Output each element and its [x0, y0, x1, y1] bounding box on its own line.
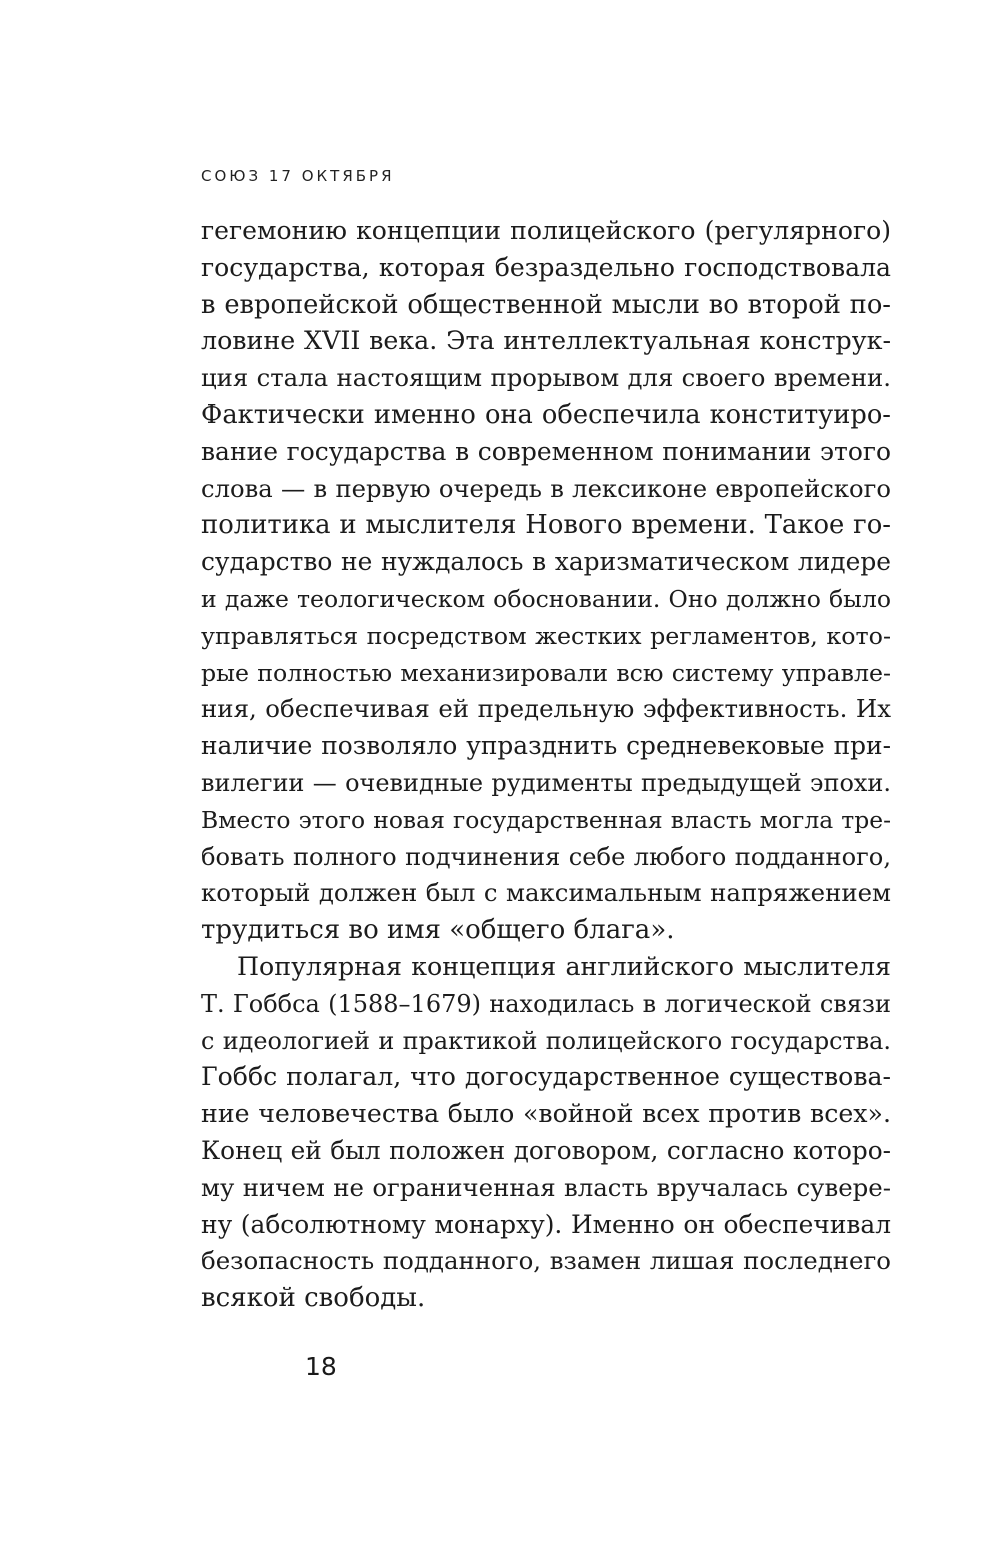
text-line: трудиться во имя «общего блага». [201, 915, 675, 946]
text-line: ция стала настоящим прорывом для своего времени. [201, 363, 891, 393]
text-line: Конец ей был положен договором, согласно которо- [201, 1135, 891, 1165]
text-line: Т. Гоббса (1588–1679) находилась в логической связи [201, 989, 891, 1018]
text-line: с идеологией и практикой полицейского государства. [201, 1026, 891, 1055]
text-line: сударство не нуждалось в харизматическом лидере [201, 547, 891, 577]
text-line: и даже теологическом обосновании. Оно должно было [201, 584, 891, 613]
text-line: слова — в первую очередь в лексиконе европейского [201, 473, 891, 503]
text-line: рые полностью механизировали всю систему управле- [201, 658, 891, 687]
text-line: наличие позволяло упразднить средневековые при- [201, 731, 891, 761]
text-line: вание государства в современном понимании этого [201, 436, 891, 466]
text-line: всякой свободы. [201, 1283, 426, 1314]
text-line: который должен был с максимальным напряжением [201, 878, 891, 908]
text-line: ния, обеспечивая ей предельную эффективность. Их [201, 694, 891, 724]
running-head: СОЮЗ 17 ОКТЯБРЯ [201, 167, 395, 185]
text-line: ловине XVII века. Эта интеллектуальная конструк- [201, 326, 891, 356]
text-line: гегемонию концепции полицейского (регулярного) [201, 216, 891, 245]
text-line: политика и мыслителя Нового времени. Такое го- [201, 510, 891, 541]
text-line: управляться посредством жестких регламентов, кото- [201, 621, 891, 650]
text-line: Гоббс полагал, что догосударственное существова- [201, 1062, 891, 1092]
text-line: Популярная концепция английского мыслителя [237, 951, 891, 981]
text-line: ние человечества было «войной всех против всех». [201, 1099, 891, 1129]
paragraph-2 [201, 949, 891, 1317]
text-line: бовать полного подчинения себе любого подданного, [201, 842, 891, 871]
text-line: вилегии — очевидные рудименты предыдущей эпохи. [201, 768, 891, 797]
text-line: Вместо этого новая государственная власть могла тре- [201, 805, 891, 834]
text-line: безопасность подданного, взамен лишая последнего [201, 1246, 891, 1276]
text-line: в европейской общественной мысли во второй по- [201, 289, 891, 320]
body-text [201, 213, 891, 1317]
page-number: 18 [305, 1352, 337, 1381]
text-line: ну (абсолютному монарху). Именно он обеспечивал [201, 1209, 891, 1239]
text-line: Фактически именно она обеспечила конституиро- [201, 399, 891, 430]
text-line: государства, которая безраздельно господствовала [201, 252, 891, 282]
paragraph-1 [201, 213, 891, 949]
text-line: му ничем не ограниченная власть вручалась сувере- [201, 1172, 891, 1202]
